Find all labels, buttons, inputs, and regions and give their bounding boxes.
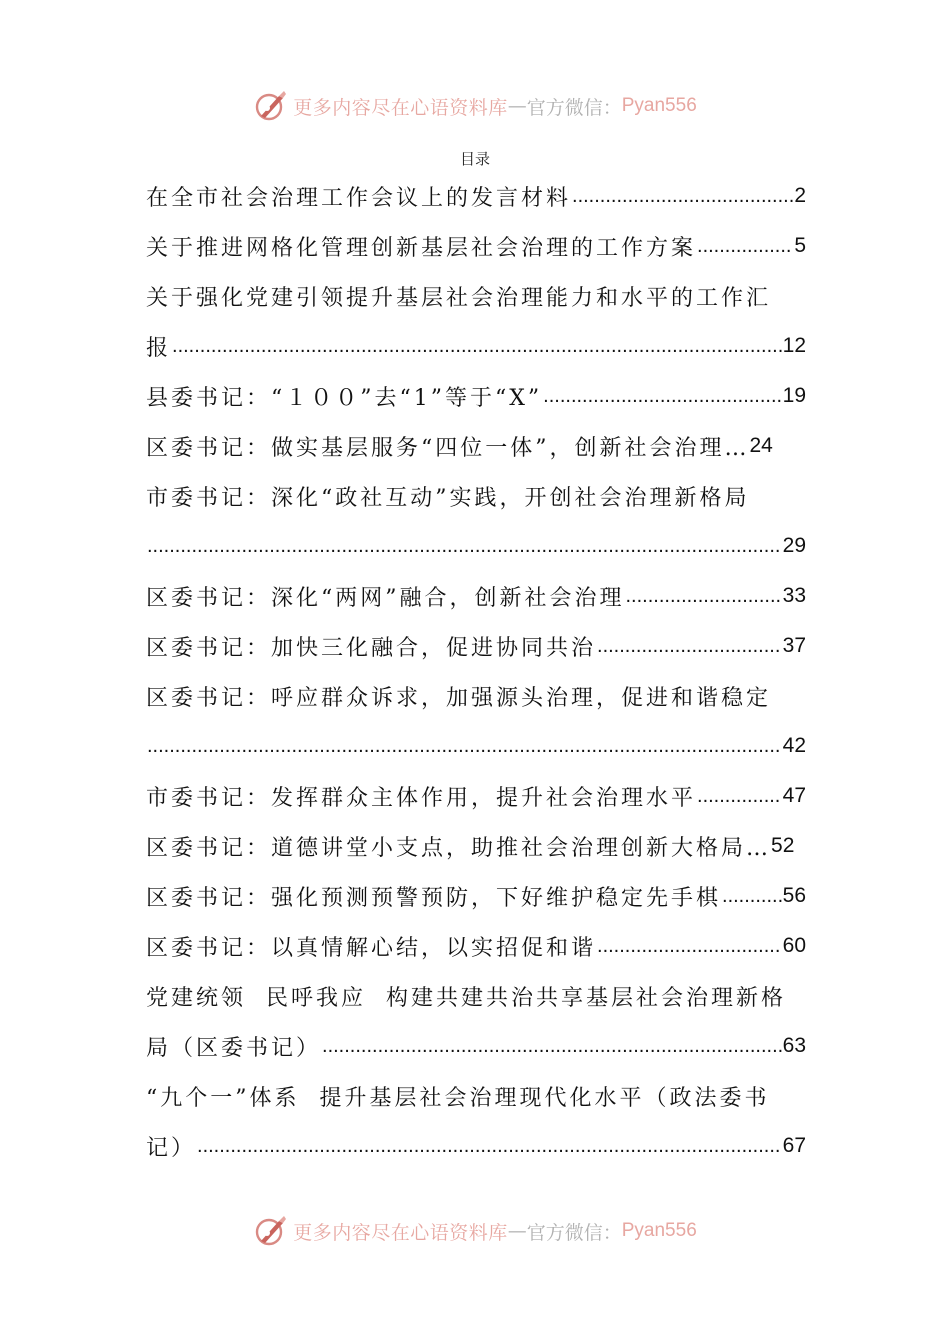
toc-entry-title: 记）	[146, 1135, 197, 1161]
toc-dot-leader	[322, 1035, 782, 1058]
footer-banner	[0, 1211, 950, 1251]
toc-entry[interactable]	[146, 321, 806, 371]
toc-entry-page: 63	[782, 1034, 806, 1057]
toc-entry-title: 区委书记：做实基层服务“四位一体”，创新社会治理…	[146, 435, 750, 461]
toc-entry-title: 区委书记：道德讲堂小支点，助推社会治理创新大格局…	[146, 835, 772, 861]
banner-wechat-label: 官方微信：	[526, 1221, 622, 1244]
toc-entry[interactable]	[146, 921, 806, 971]
toc-dot-leader	[697, 785, 782, 808]
toc-entry-page: 47	[782, 784, 806, 807]
toc-dot-leader	[597, 635, 782, 658]
toc-entry-page: 67	[782, 1134, 806, 1157]
pen-logo-icon	[253, 88, 289, 124]
toc-entry-page: 56	[782, 884, 806, 907]
toc-entry-title-line1: 市委书记：深化“政社互动”实践，开创社会治理新格局	[146, 485, 750, 511]
toc-dot-leader	[543, 385, 781, 408]
toc-entry[interactable]	[146, 1021, 806, 1071]
toc-entry-page: 12	[782, 334, 806, 357]
toc-entry-page: 2	[794, 184, 806, 207]
toc-entry-page: 42	[782, 734, 806, 757]
toc-entry-title: 区委书记：深化“两网”融合，创新社会治理	[146, 585, 625, 611]
toc-entry-page: 37	[782, 634, 806, 657]
toc-entry-line1[interactable]	[146, 471, 806, 521]
toc-entry-title-line1: 区委书记：呼应群众诉求，加强源头治理，促进和谐稳定	[146, 685, 772, 711]
toc-entry[interactable]	[146, 521, 806, 571]
toc-entry-line1[interactable]	[146, 971, 806, 1021]
toc-entry-title: 县委书记：“１００”去“1”等于“X”	[146, 385, 543, 411]
toc-entry-title: 区委书记：加快三化融合，促进协同共治	[146, 635, 597, 661]
toc-entry-title-line1: 党建统领 民呼我应 构建共建共治共享基层社会治理新格	[146, 985, 786, 1011]
toc-entry-page: 24	[749, 434, 773, 457]
toc-dot-leader	[147, 735, 782, 758]
table-of-contents	[146, 171, 806, 1171]
toc-entry[interactable]	[146, 821, 806, 871]
header-banner	[0, 86, 950, 126]
toc-entry-title: 在全市社会治理工作会议上的发言材料	[146, 185, 572, 211]
toc-entry-line1[interactable]	[146, 671, 806, 721]
toc-entry-title: 关于推进网格化管理创新基层社会治理的工作方案	[146, 235, 697, 261]
toc-entry-page: 5	[794, 234, 806, 257]
toc-entry[interactable]	[146, 171, 806, 221]
banner-wechat-id: Pyan556	[621, 95, 697, 116]
toc-entry-title: 局（区委书记）	[146, 1035, 322, 1061]
toc-entry-title: 市委书记：发挥群众主体作用，提升社会治理水平	[146, 785, 697, 811]
toc-dot-leader	[597, 935, 782, 958]
toc-entry[interactable]	[146, 571, 806, 621]
toc-entry-page: 29	[782, 534, 806, 557]
toc-entry[interactable]	[146, 371, 806, 421]
toc-dot-leader	[697, 235, 793, 258]
toc-entry-title-line1: 关于强化党建引领提升基层社会治理能力和水平的工作汇	[146, 285, 772, 311]
toc-entry[interactable]	[146, 871, 806, 921]
toc-entry[interactable]	[146, 421, 806, 471]
toc-entry-line1[interactable]	[146, 271, 806, 321]
toc-entry[interactable]	[146, 721, 806, 771]
toc-entry-page: 19	[782, 384, 806, 407]
toc-dot-leader	[722, 885, 782, 908]
banner-wechat-id: Pyan556	[621, 1220, 697, 1241]
toc-entry-title-line1: “九个一”体系 提升基层社会治理现代化水平（政法委书	[146, 1085, 770, 1111]
toc-entry-title: 区委书记：以真情解心结，以实招促和谐	[146, 935, 597, 961]
toc-dot-leader	[626, 585, 782, 608]
toc-entry-page: 60	[782, 934, 806, 957]
toc-entry-title: 区委书记：强化预测预警预防，下好维护稳定先手棋	[146, 885, 722, 911]
toc-dot-leader	[147, 535, 782, 558]
toc-dot-leader	[572, 185, 793, 208]
toc-entry[interactable]	[146, 771, 806, 821]
toc-heading: 目录	[459, 150, 490, 168]
toc-entry-page: 33	[782, 584, 806, 607]
toc-dot-leader	[197, 1135, 782, 1158]
toc-dot-leader	[172, 335, 782, 358]
banner-dash: —	[507, 95, 527, 117]
toc-entry-title: 报	[146, 335, 172, 361]
toc-entry-line1[interactable]	[146, 1071, 806, 1121]
toc-entry[interactable]	[146, 621, 806, 671]
banner-brand-text: 更多内容尽在心语资料库	[293, 1221, 508, 1244]
toc-entry[interactable]	[146, 221, 806, 271]
banner-dash: —	[507, 1220, 527, 1242]
toc-entry[interactable]	[146, 1121, 806, 1171]
toc-entry-page: 52	[771, 834, 795, 857]
banner-wechat-label: 官方微信：	[526, 96, 622, 119]
pen-logo-icon	[253, 1213, 289, 1249]
banner-brand-text: 更多内容尽在心语资料库	[293, 96, 508, 119]
